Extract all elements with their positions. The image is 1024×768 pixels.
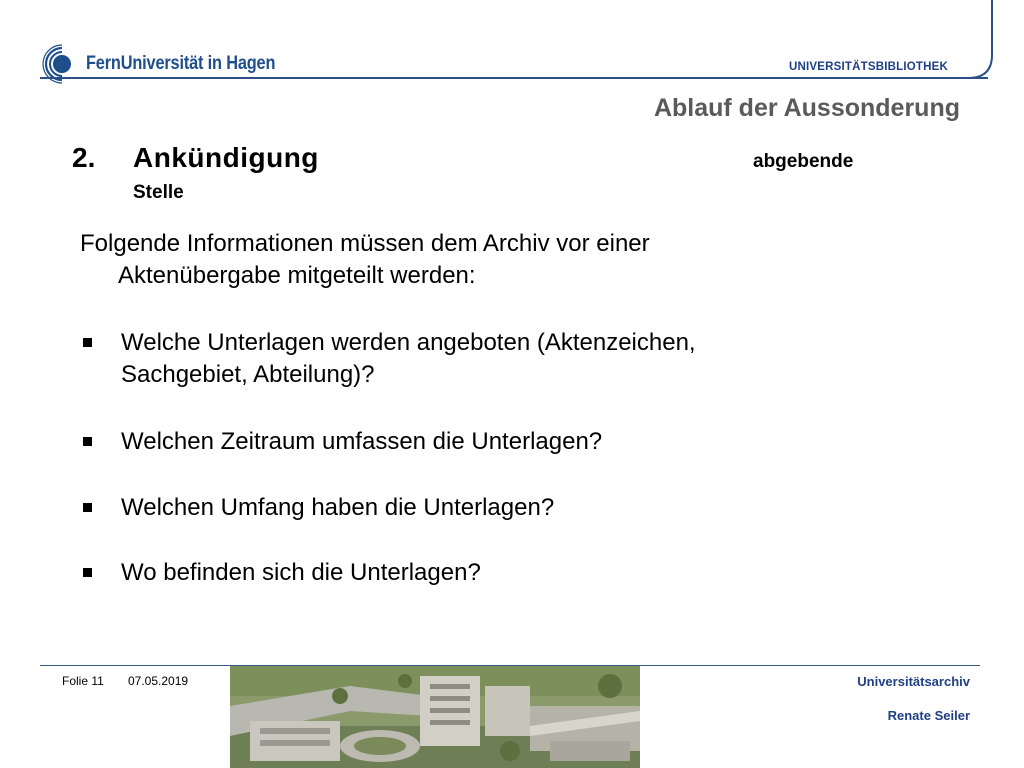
bullet-square-icon <box>80 557 121 589</box>
intro-line-2: Aktenübergabe mitgeteilt werden: <box>118 262 476 289</box>
intro-line-1: Folgende Informationen müssen dem Archiv vor einer <box>80 230 650 257</box>
heading-right-label: abgebende <box>753 151 854 172</box>
archive-label: Universitätsarchiv <box>857 674 970 689</box>
heading-sub-label: Stelle <box>133 182 184 203</box>
list-item-line-1: Wo befinden sich die Unterlagen? <box>121 559 481 586</box>
bullet-square-icon <box>80 492 121 524</box>
heading-text: Ankündigung <box>133 142 319 173</box>
slide-title: Ablauf der Aussonderung <box>653 94 960 122</box>
list-item <box>80 492 840 524</box>
library-label: UNIVERSITÄTSBIBLIOTHEK <box>788 61 948 73</box>
list-item <box>80 426 840 458</box>
header-curve-decoration <box>960 0 1000 82</box>
bullet-square-icon <box>80 426 121 458</box>
list-item-line-2: Sachgebiet, Abteilung)? <box>121 361 375 388</box>
slide-number: Folie 11 <box>62 674 104 688</box>
intro-paragraph <box>80 228 800 292</box>
bullet-square-icon <box>80 327 121 391</box>
list-item-line-1: Welche Unterlagen werden angeboten (Aktenzeichen, <box>121 329 696 356</box>
list-item <box>80 327 840 391</box>
slide-date: 07.05.2019 <box>128 674 189 688</box>
header-divider <box>40 77 988 79</box>
list-item-line-1: Welchen Zeitraum umfassen die Unterlagen? <box>121 428 603 455</box>
list-item <box>80 557 840 589</box>
author-label: Renate Seiler <box>887 708 970 723</box>
heading-number: 2. <box>72 142 96 173</box>
campus-aerial-photo <box>230 666 640 768</box>
logo-text: FernUniversität in Hagen <box>86 53 276 74</box>
list-item-line-1: Welchen Umfang haben die Unterlagen? <box>121 494 555 521</box>
